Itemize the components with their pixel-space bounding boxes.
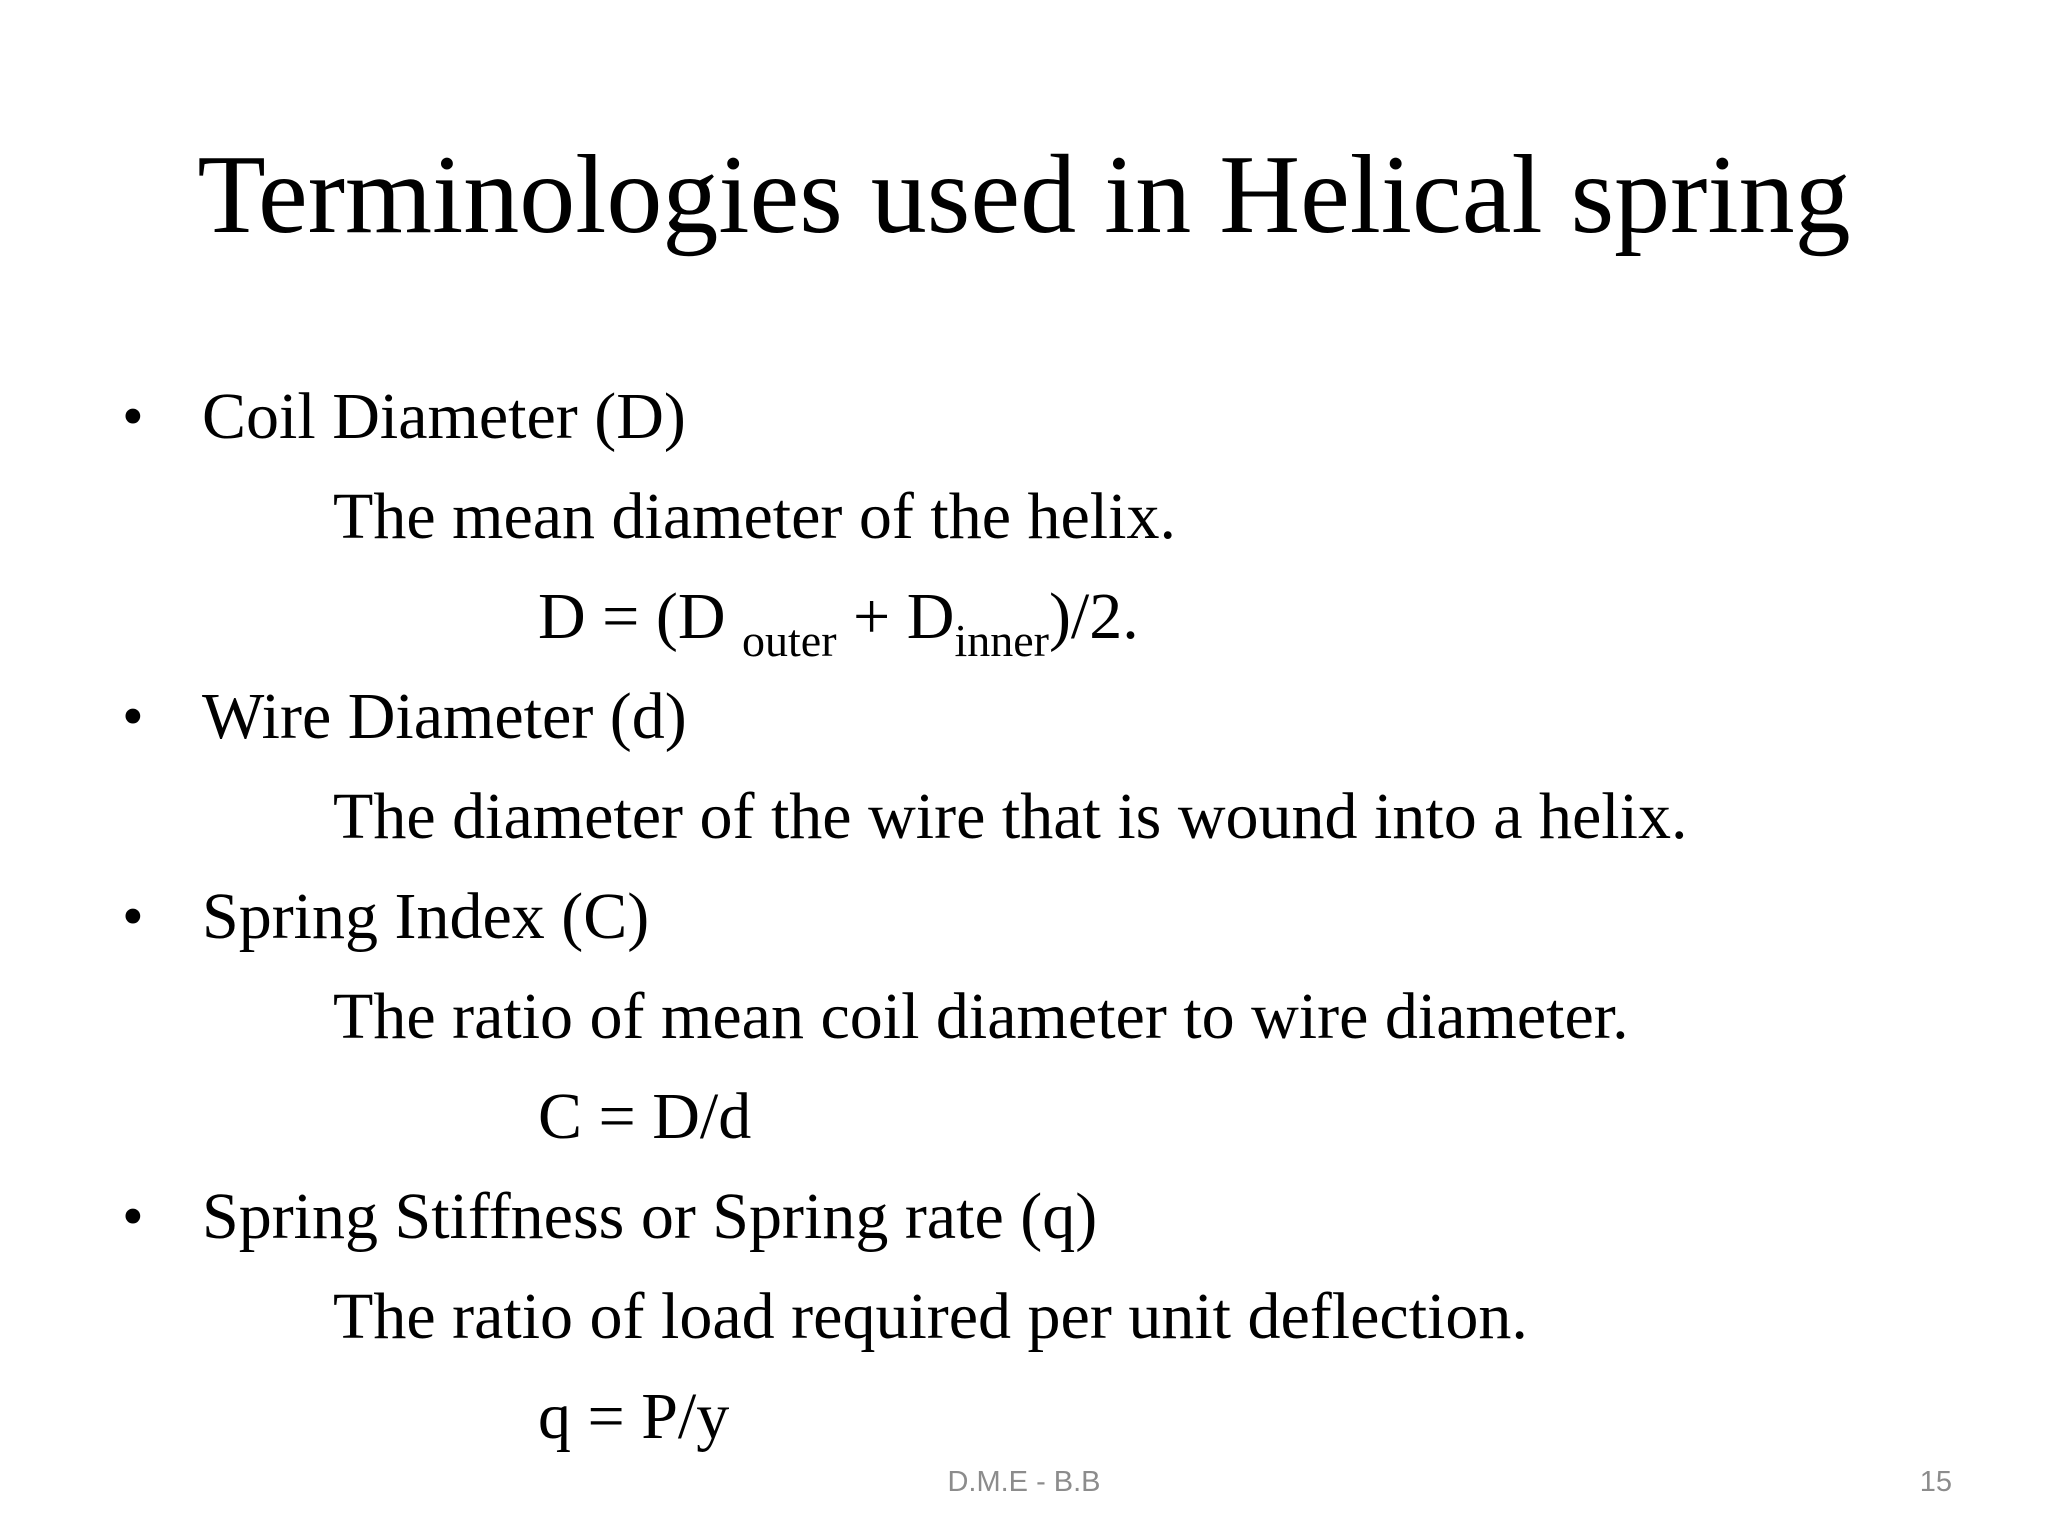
bullet-heading: Coil Diameter (D) [202,380,686,453]
bullet-heading: Spring Index (C) [202,880,650,953]
formula-spring-stiffness: q = P/y [538,1380,730,1453]
bullet-heading: Spring Stiffness or Spring rate (q) [202,1180,1098,1253]
bullet-heading: Wire Diameter (d) [202,680,687,753]
formula-coil-diameter [538,577,1139,666]
formula-part: D = (D [538,580,743,653]
footer-author: D.M.E - B.B [947,1466,1101,1498]
bullet-definition: The mean diameter of the helix. [333,480,1176,553]
formula-part: + D [836,580,955,653]
subscript-inner: inner [954,615,1049,666]
subscript-outer: outer [742,615,837,666]
bullet-definition: The ratio of load required per unit deflection. [333,1280,1528,1353]
bullet-dot: • [122,683,144,751]
slide-title: Terminologies used in Helical spring [197,133,1851,257]
formula-part: )/2. [1048,580,1139,653]
bullet-dot: • [122,883,144,951]
bullet-dot: • [122,383,144,451]
slide-number: 15 [1919,1466,1952,1498]
bullet-definition: The diameter of the wire that is wound into a helix. [333,780,1688,853]
bullet-dot: • [122,1183,144,1251]
bullet-definition: The ratio of mean coil diameter to wire diameter. [333,980,1629,1053]
formula-spring-index: C = D/d [538,1080,752,1153]
